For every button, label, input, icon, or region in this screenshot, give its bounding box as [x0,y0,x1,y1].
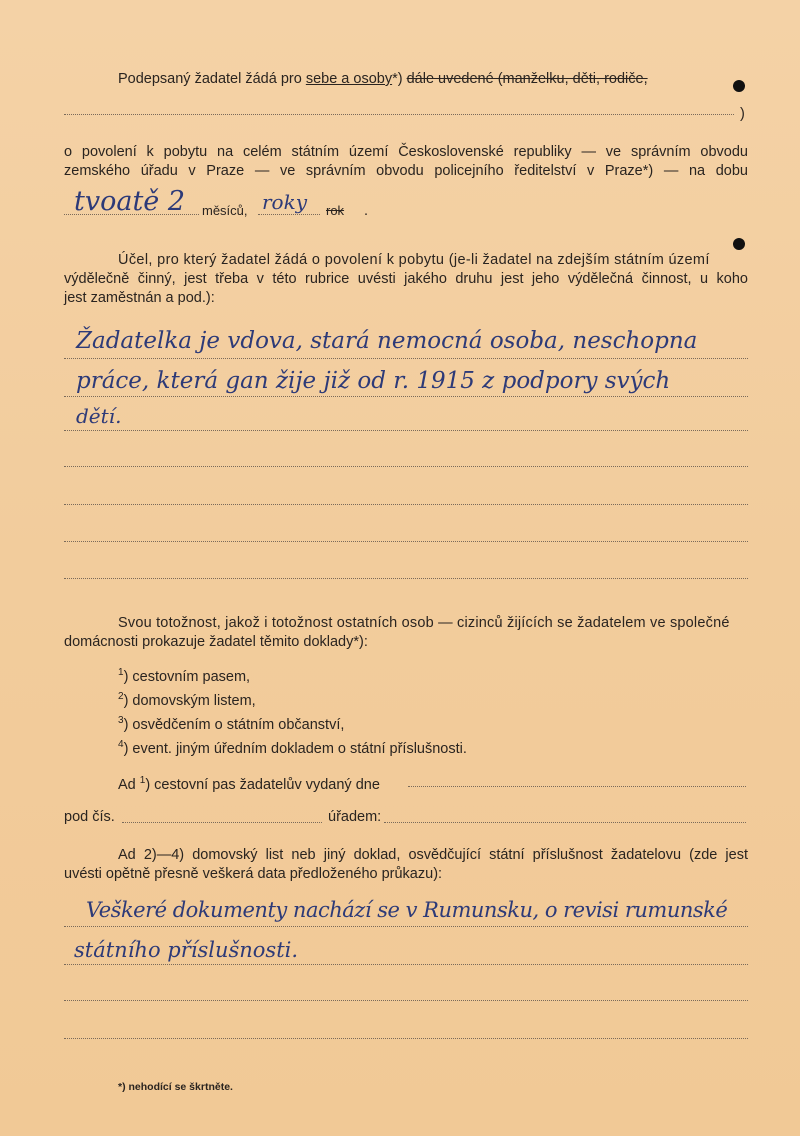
punch-hole-bottom [733,238,745,250]
passport-line [118,772,380,794]
passport-date-line [408,786,746,787]
punch-hole-top [733,80,745,92]
header-struck: dále uvedené (manželku, děti, rodiče, [406,71,648,87]
header-star: *) [392,71,407,87]
homecert-line-2: uvésti opětně přesně veškerá data předloženého průkazu): [64,866,443,882]
months-label: měsíců, [202,203,248,218]
option-4-num: 4 [118,739,124,750]
purpose-line-a [64,358,748,359]
homecert-line-c [64,1000,748,1001]
identity-line-1: Svou totožnost, jakož i totožnost ostatních osob — cizinců žijících se žadatelem ve společné [118,615,730,631]
purpose-line-b [64,396,748,397]
duration-line-1 [64,214,199,215]
purpose-line-e [64,504,748,505]
option-1: $^1$) cestovním pasem, [118,667,251,685]
passport-no-label: pod čís. [64,809,115,825]
header-pre: Podepsaný žadatel žádá pro [118,71,306,87]
homecert-line-d [64,1038,748,1039]
option-3-label: osvědčením o státním občanství, [132,716,345,733]
permit-line-1: o povolení k pobytu na celém státním území Československé republiky — ve správním obvodu [64,144,748,160]
purpose-line-2: výdělečně činný, jest třeba v této rubrice uvésti jakého druhu jest jeho výdělečná činnost, u koho [64,271,748,287]
header-underlined: sebe a osoby [305,71,393,87]
purpose-line-f [64,541,748,542]
passport-ad-prefix: Ad [118,776,140,793]
homecert-line-b [64,964,748,965]
option-4-label: event. jiným úředním dokladem o státní příslušnosti. [132,740,467,757]
option-2-label: domovským listem, [132,692,256,709]
purpose-line-c [64,430,748,431]
purpose-line-g [64,578,748,579]
purpose-line-d [64,466,748,467]
homecert-line-a [64,926,748,927]
hand-duration-months: tvoatě 2 [74,186,186,217]
option-2-num: 2 [118,691,124,702]
homecert-line-1: Ad 2)—4) domovský list neb jiný doklad, osvědčující státní příslušnost žadatelovu (zde jest [118,847,748,863]
purpose-line-3: jest zaměstnán a pod.): [64,290,215,306]
identity-line-2: domácnosti prokazuje žadatel těmito doklady*): [64,634,368,650]
option-3-num: 3 [118,715,124,726]
hand-homecert-1: Veškeré dokumenty nachází se v Rumunsku, o revisi rumunské [86,898,728,922]
duration-period: . [364,203,369,219]
passport-ad-text: ) cestovní pas žadatelův vydaný dne [145,776,380,793]
year-label: rok [326,203,345,218]
passport-ad-num: 1 [139,775,146,786]
hand-homecert-2: státního příslušnosti. [74,938,299,962]
hand-duration-year: roky [262,190,308,214]
footnote: *) nehodící se škrtněte. [118,1081,233,1093]
passport-office-line [384,822,746,823]
option-1-label: cestovním pasem, [132,668,251,685]
hand-purpose-3: dětí. [76,404,122,428]
header-line [118,70,648,88]
purpose-line-1: Účel, pro který žadatel žádá o povolení k pobytu (je-li žadatel na zdejším státním území [118,252,710,268]
closing-paren: ) [740,106,745,122]
option-4: $^4$) event. jiným úředním dokladem o státní příslušnosti. [118,739,467,757]
option-3: $^3$) osvědčením o státním občanství, [118,715,345,733]
duration-line-2 [258,214,320,215]
header-fill-line [64,114,734,115]
option-2: $^2$) domovským listem, [118,691,256,709]
permit-line-2: zemského úřadu v Praze — ve správním obvodu policejního ředitelství v Praze*) — na dobu [64,163,748,179]
passport-no-line [122,822,322,823]
hand-purpose-1: Žadatelka je vdova, stará nemocná osoba, neschopna [76,328,698,354]
passport-office-label: úřadem: [328,809,382,825]
hand-purpose-2: práce, která gan žije již od r. 1915 z podpory svých [76,368,671,394]
option-1-num: 1 [118,667,124,678]
